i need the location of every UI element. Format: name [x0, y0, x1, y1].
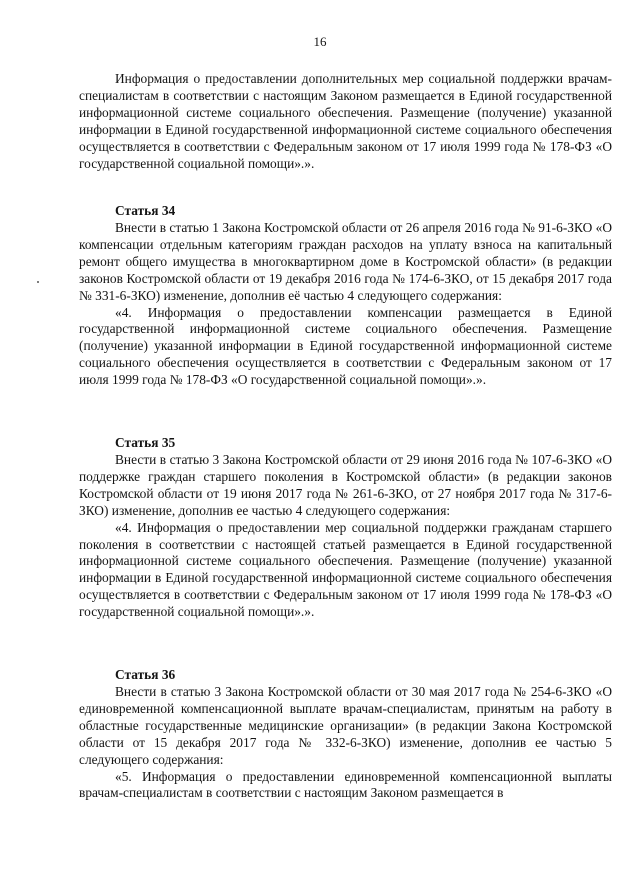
article-34-body: Внести в статью 1 Закона Костромской области от 26 апреля 2016 года № 91-6-ЗКО «О компенсации отдельным категориям граждан расходов на уплату взноса на капитальный ремонт общего имущества в многоквартирном доме в Костромской области» (в редакции законов Костромской области от 19 декабря 2016 года № 174-6-ЗКО, от 15 декабря 2017 года № 331-6-ЗКО) изменение, дополнив её частью 4 следующего содержания: — [79, 220, 612, 303]
article-35-block — [79, 452, 612, 621]
intro-paragraph: Информация о предоставлении дополнительных мер социальной поддержки врачам-специалистам в соответствии с настоящим Законом размещается в Единой государственной информационной системе социального обеспечения. Размещение (получение) указанной информации в Единой государственной информационной системе социального обеспечения осуществляется в соответствии с Федеральным законом от 17 июля 1999 года № 178-ФЗ «О государственной социальной помощи».». — [79, 71, 612, 171]
article-34-heading: Статья 34 — [115, 203, 176, 218]
article-36-block — [79, 684, 612, 802]
article-36-body: Внести в статью 3 Закона Костромской области от 30 мая 2017 года № 254-6-ЗКО «О единовременной компенсационной выплате врачам-специалистам, принятым на работу в областные государственные медицинские организации» (в редакции Закона Костромской области от 15 декабря 2017 года № 332-6-ЗКО) изменение, дополнив ее частью 5 следующего содержания: — [79, 684, 612, 767]
intro-paragraph-block — [79, 71, 612, 172]
article-36-quote: «5. Информация о предоставлении единовременной компенсационной выплаты врачам-специалистам в соответствии с настоящим Законом размещается в — [79, 768, 612, 801]
page-number: 16 — [313, 34, 327, 49]
article-35-heading: Статья 35 — [115, 435, 176, 450]
article-35-quote: «4. Информация о предоставлении мер социальной поддержки гражданам старшего поколения в соответствии с настоящей статьей размещается в Единой государственной информационной системе социального обеспечения. Размещение (получение) указанной информации в Единой государственной информационной системе социального обеспечения осуществляется в соответствии с Федеральным законом от 17 июля 1999 года № 178-ФЗ «О государственной социальной помощи».». — [79, 519, 612, 620]
article-36-heading: Статья 36 — [115, 667, 176, 682]
article-34-quote: «4. Информация о предоставлении компенсации размещается в Единой государственной информационной системе социального обеспечения. Размещение (получение) указанной информации в Единой государственной информационной системе социального обеспечения осуществляется в соответствии с Федеральным законом от 17 июля 1999 года № 178-ФЗ «О государственной социальной помощи».». — [79, 304, 612, 388]
scan-speck — [37, 281, 39, 283]
article-34-block — [79, 220, 612, 389]
article-35-body: Внести в статью 3 Закона Костромской области от 29 июня 2016 года № 107-6-ЗКО «О поддержке граждан старшего поколения в Костромской области» (в редакции законов Костромской области от 19 июня 2017 года № 261-6-ЗКО, от 27 ноября 2017 года № 317-6-ЗКО) изменение, дополнив ее частью 4 следующего содержания: — [79, 452, 612, 518]
